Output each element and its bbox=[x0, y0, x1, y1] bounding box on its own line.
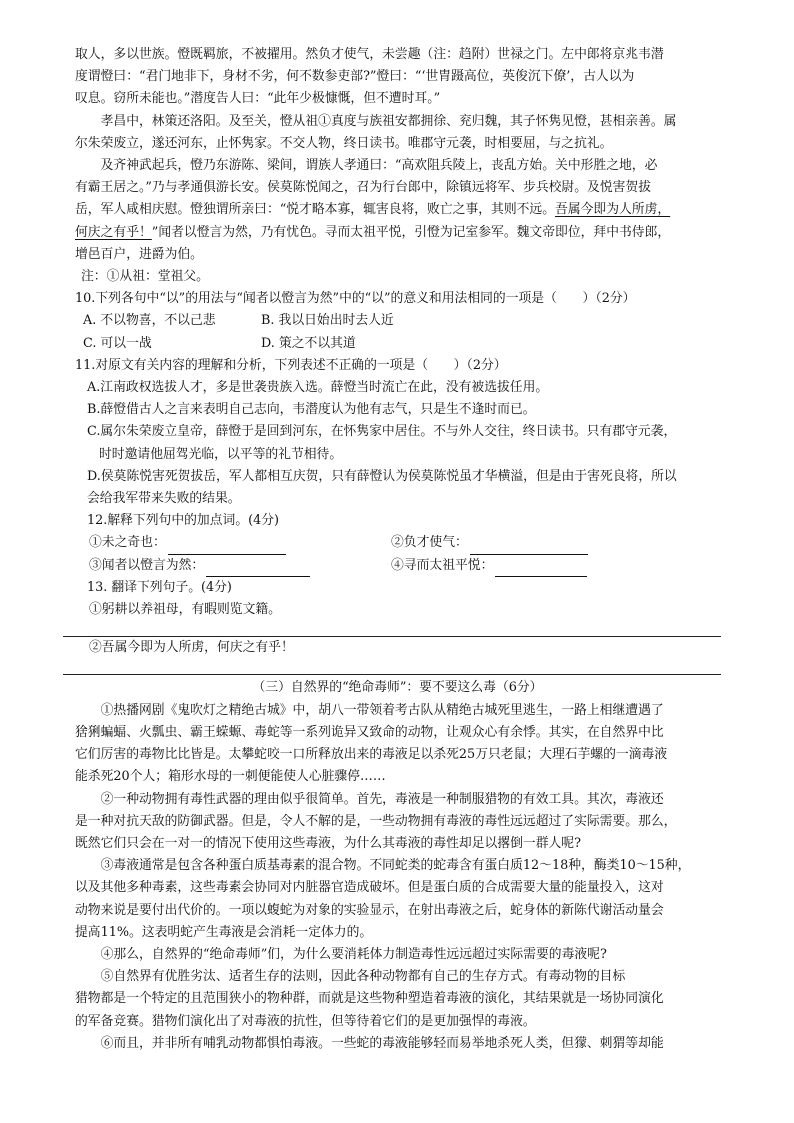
q13-stem: 13. 翻译下列句子。(4分) bbox=[87, 579, 232, 595]
q10-options-row2 bbox=[75, 333, 720, 355]
q11-option-a[interactable]: A.江南政权选拔人才，多是世袭贵族入选。薛憕当时流亡在此，没有被选拔任用。 bbox=[87, 380, 549, 396]
section3-p4-line1: ④那么，自然界的“绝命毒师”们，为什么要消耗体力制造毒性远远超过实际需要的毒液呢? bbox=[100, 946, 607, 962]
passage-para3-line4 bbox=[75, 222, 720, 244]
q12-answer1-blank[interactable] bbox=[168, 540, 286, 555]
section3-title: （三）自然界的“绝命毒师”：要不要这么毒（6分） bbox=[252, 680, 543, 696]
q11-option-c-line2: 时时邀请他屈驾光临，以平等的礼节相待。 bbox=[99, 446, 343, 462]
passage-para1-line3: 叹息。窃所未能也。”潜度告人曰：“此年少极慷慨，但不遭时耳。” bbox=[75, 91, 441, 107]
passage-para3-line2: 有霸王居之。”乃与孝通俱游长安。侯莫陈悦闻之，召为行台郎中，除镇远将军、步兵校尉。及悦害贺拔 bbox=[75, 180, 652, 196]
section3-p3-line3: 动物来说是要付出代价的。一项以蝮蛇为对象的实验显示，在射出毒液之后，蛇身体的新陈代谢活动量会 bbox=[75, 902, 664, 918]
section3-p2-line1: ②一种动物拥有毒性武器的理由似乎很简单。首先，毒液是一种制服猎物的有效工具。其次，毒液还 bbox=[100, 791, 664, 807]
passage-para1-line1: 取人，多以世族。憕既羁旅，不被擢用。然负才使气，未尝趣（注：趋附）世禄之门。左中郎将京兆韦潜 bbox=[75, 47, 664, 62]
section3-p1-line1: ①热播网剧《鬼吹灯之精绝古城》中，胡八一带领着考古队从精绝古城死里逃生，一路上相继遭遇了 bbox=[100, 702, 664, 718]
section3-p1-line2: 猞猁蝙蝠、火瓢虫、霸王蝾螈、毒蛇等一系列诡异又致命的动物，让观众心有余悸。其实，在自然界中比 bbox=[75, 724, 664, 740]
passage-para2-line2: 尔朱荣废立，遂还河东，止怀隽家。不交人物，终日读书。唯郡守元袭，时相要屈，与之抗礼。 bbox=[75, 135, 613, 151]
section3-p5-line3: 的军备竞赛。猎物们演化出了对毒液的抗性，但等待着它们的是更加强悍的毒液。 bbox=[75, 1013, 536, 1029]
q10-stem: 10.下列各句中“以”的用法与“闻者以憕言为然”中的“以”的意义和用法相同的一项是（ ）（2分） bbox=[75, 291, 636, 307]
exam-page bbox=[75, 44, 720, 1055]
section3-p3-line1: ③毒液通常是包含各种蛋白质基毒素的混合物。不同蛇类的蛇毒含有蛋白质12～18种，酶类10～15种， bbox=[100, 858, 691, 874]
underlined-sentence-part1: 吾属今即为人所虏， bbox=[555, 202, 671, 218]
passage-para1-line2: 度谓憕曰：“君门地非下，身材不劣，何不数参吏部?”憕曰：“‘世胄蹑高位，英俊沉下僚’，古人以为 bbox=[75, 69, 635, 85]
q12-answer2-blank[interactable] bbox=[470, 540, 588, 555]
q12-item1: ①未之奇也： bbox=[89, 535, 166, 551]
q12-row1 bbox=[75, 532, 720, 554]
q12-item3: ③闻者以憕言为然： bbox=[89, 557, 205, 573]
q10-option-a[interactable]: A. 不以物喜，不以己悲 bbox=[83, 313, 216, 329]
q11-stem: 11.对原文有关内容的理解和分析，下列表述不正确的一项是（ ）（2分） bbox=[75, 357, 507, 373]
section3-p6-line1: ⑥而且，并非所有哺乳动物都惧怕毒液。一些蛇的毒液能够轻而易举地杀死人类，但獴、刺猬等却能 bbox=[100, 1035, 664, 1051]
q10-option-b[interactable]: B. 我以日始出时去人近 bbox=[261, 313, 394, 329]
q11-option-b[interactable]: B.薛憕借古人之言来表明自己志向，韦潜度认为他有志气，只是生不逢时而已。 bbox=[87, 402, 536, 418]
q11-option-d-line1[interactable]: D.侯莫陈悦害死贺拔岳，军人都相互庆贺，只有薛憕认为侯莫陈悦虽才华横溢，但是由于害死良将，所以 bbox=[87, 468, 677, 484]
q10-options-row1 bbox=[75, 310, 720, 332]
q12-answer3-blank[interactable] bbox=[206, 562, 310, 577]
section3-p3-line4: 提高11%。这表明蛇产生毒液是会消耗一定体力的。 bbox=[75, 924, 373, 940]
passage-para3-line4-text: ”闻者以憕言为然，乃有忧色。寻而太祖平悦，引憕为记室参军。魏文帝即位，拜中书侍郎， bbox=[151, 224, 671, 240]
section3-p2-line2: 是一种对抗天敌的防御武器。但是，令人不解的是，一些动物拥有毒液的毒性远远超过了实际需要。那么， bbox=[75, 813, 677, 829]
underlined-sentence-part2: 何庆之有乎！ bbox=[75, 224, 152, 240]
section3-p1-line3: 它们厉害的毒物比比皆是。太攀蛇咬一口所释放出来的毒液足以杀死25万只老鼠；大理石芋螺的一滴毒液 bbox=[75, 747, 668, 763]
passage-para3-line5: 增邑百户，进爵为伯。 bbox=[75, 246, 203, 262]
passage-para3-line3-text: 岳，军人咸相庆慰。憕独谓所亲曰：“悦才略本寡，辄害良将，败亡之事，其则不远。 bbox=[75, 202, 556, 218]
q12-item4: ④寻而太祖平悦： bbox=[391, 557, 494, 573]
section3-p2-line3: 既然它们只会在一对一的情况下使用这些毒液，为什么其毒液的毒性却足以撂倒一群人呢? bbox=[75, 835, 581, 851]
q12-row2 bbox=[75, 555, 720, 577]
q12-item2: ②负才使气： bbox=[391, 535, 468, 551]
section3-p5-line1: ⑤自然界有优胜劣汰、适者生存的法则，因此各种动物都有自己的生存方式。有毒动物的目标 bbox=[100, 969, 626, 985]
section3-p5-line2: 猎物都是一个特定的且范围狭小的物种群，而就是这些物种塑造着毒液的演化，其结果就是一场协同演化 bbox=[75, 991, 664, 1007]
section3-p3-line2: 以及其他多种毒素，这些毒素会协同对内脏器官造成破坏。但是蛋白质的合成需要大量的能量投入，这对 bbox=[75, 880, 664, 896]
q10-option-d[interactable]: D. 策之不以其道 bbox=[261, 335, 356, 351]
passage-para3-line3 bbox=[75, 199, 720, 221]
q13-answer2-line[interactable] bbox=[63, 674, 721, 675]
passage-para3-line1: 及齐神武起兵，憕乃东游陈、梁间，谓族人孝通曰：“高欢阻兵陵上，丧乱方始。关中形胜之地，必 bbox=[100, 158, 658, 174]
q13-item1: ①躬耕以养祖母，有暇则览文籍。 bbox=[89, 602, 281, 618]
passage-note: 注：①从祖：堂祖父。 bbox=[81, 269, 209, 285]
q12-stem: 12.解释下列句中的加点词。(4分) bbox=[87, 513, 280, 529]
q10-option-c[interactable]: C. 可以一战 bbox=[83, 335, 152, 351]
q11-option-c-line1[interactable]: C.属尔朱荣废立皇帝，薛憕于是回到河东，在怀隽家中居住。不与外人交往，终日读书。只有郡守元袭， bbox=[87, 424, 677, 440]
q13-item2: ②吾属今即为人所虏，何庆之有乎！ bbox=[89, 640, 294, 656]
section3-p1-line4: 能杀死20个人；箱形水母的一刺便能使人心脏骤停…… bbox=[75, 769, 386, 785]
q11-option-d-line2: 会给我军带来失败的结果。 bbox=[87, 491, 241, 507]
q12-answer4-blank[interactable] bbox=[495, 562, 587, 577]
passage-para2-line1: 孝昌中，林策还洛阳。及至关，憕从祖①真度与族祖安都拥徐、兖归魏，其子怀隽见憕，甚相亲善。属 bbox=[100, 113, 677, 129]
